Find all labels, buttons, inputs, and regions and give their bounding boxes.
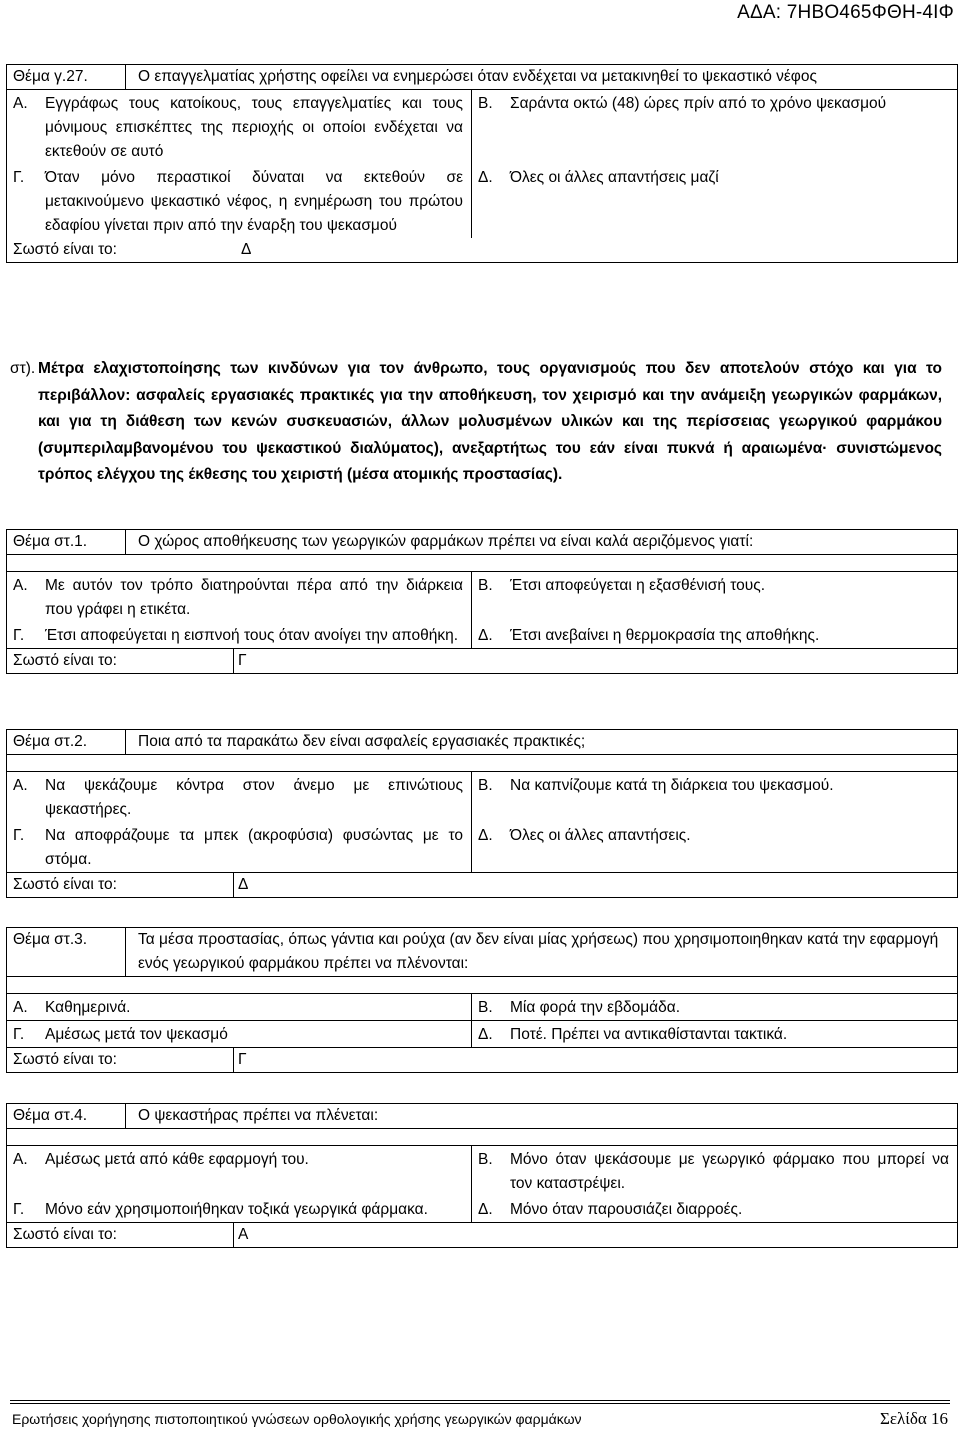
answer-value: Δ xyxy=(233,873,957,897)
question-number: Θέμα στ.4. xyxy=(13,1107,88,1124)
option-text: Έτσι αποφεύγεται η εξασθένισή τους. xyxy=(510,577,766,594)
option-text: Να ψεκάζουμε κόντρα στον άνεμο με επινώτιους ψεκαστήρες. xyxy=(45,777,463,818)
option-letter: Α. xyxy=(13,577,28,594)
answer-label: Σωστό είναι το: xyxy=(13,1226,117,1243)
section-label: στ). xyxy=(10,360,36,377)
question-header xyxy=(7,730,957,754)
question-text: Τα μέσα προστασίας, όπως γάντια και ρούχα (αν δεν είναι μίας χρήσεως) που χρησιμοποιηθηκαν κατά την εφαρμογή ενός γεωργικού φαρμάκου πρέπει να πλένονται: xyxy=(125,928,957,976)
page-number: Σελίδα 16 xyxy=(879,1409,948,1428)
question-text: Ποια από τα παρακάτω δεν είναι ασφαλείς εργασιακές πρακτικές; xyxy=(125,730,957,754)
footer-divider xyxy=(10,1400,950,1401)
question-header xyxy=(7,1104,957,1128)
option-text: Μόνο όταν παρουσιάζει διαρροές. xyxy=(510,1201,743,1218)
answer-label: Σωστό είναι το: xyxy=(13,876,117,893)
option-b xyxy=(478,1148,949,1196)
option-letter: Α. xyxy=(13,999,28,1016)
footer-title: Ερωτήσεις χορήγησης πιστοποιητικού γνώσεων ορθολογικής χρήσης γεωργικών φαρμάκων xyxy=(12,1411,582,1427)
option-text: Όλες οι άλλες απαντήσεις. xyxy=(510,827,691,844)
question-st4 xyxy=(6,1103,958,1248)
option-text: Ποτέ. Πρέπει να αντικαθίστανται τακτικά. xyxy=(510,1026,788,1043)
option-d xyxy=(478,1198,949,1222)
option-a xyxy=(13,574,463,622)
option-letter: Γ. xyxy=(13,169,25,186)
option-text: Έτσι ανεβαίνει η θερμοκρασία της αποθήκης. xyxy=(510,627,820,644)
option-letter: Γ. xyxy=(13,627,25,644)
question-st2 xyxy=(6,729,958,898)
ada-code: ΑΔΑ: 7ΗΒΟ465ΦΘΗ-4ΙΦ xyxy=(737,2,954,23)
option-b xyxy=(478,92,949,116)
option-b xyxy=(478,996,949,1020)
option-a xyxy=(13,92,463,164)
option-text: Να καπνίζουμε κατά τη διάρκεια του ψεκασμού. xyxy=(510,777,834,794)
option-letter: Γ. xyxy=(13,1201,25,1218)
option-d xyxy=(478,824,949,848)
option-g xyxy=(13,1023,463,1047)
section-paragraph xyxy=(10,356,942,489)
option-g xyxy=(13,824,463,872)
section-text: Μέτρα ελαχιστοποίησης των κινδύνων για τον άνθρωπο, τους οργανισμούς που δεν αποτελούν στόχο και για το περιβάλλον: ασφαλείς εργασιακές πρακτικές για την αποθήκευση, τον χειρισμό και την ανάμειξη γεωργικών φαρμάκων, και για τη διάθεση των κενών συσκευασιών, άλλων μολυσμένων υλικών και της περίσσειας γεωργικού φαρμάκου (συμπεριλαμβανομένου του ψεκαστικού διαλύματος), ανεξαρτήτως του εάν είναι πυκνά ή αραιωμένα· συνιστώμενος τρόπος ελέγχου της έκθεσης του χειριστή (μέσα ατομικής προστασίας). xyxy=(38,360,942,483)
option-letter: Δ. xyxy=(478,627,493,644)
question-number: Θέμα στ.3. xyxy=(13,931,88,948)
question-number: Θέμα γ.27. xyxy=(13,68,88,85)
page-footer xyxy=(12,1409,948,1429)
option-g xyxy=(13,1198,463,1222)
option-text: Έτσι αποφεύγεται η εισπνοή τους όταν ανοίγει την αποθήκη. xyxy=(45,627,459,644)
option-letter: Δ. xyxy=(478,169,493,186)
answer-value: Δ xyxy=(241,241,252,258)
question-text: Ο επαγγελματίας χρήστης οφείλει να ενημερώσει όταν ενδέχεται να μετακινηθεί το ψεκαστικό νέφος xyxy=(125,65,957,89)
option-letter: Γ. xyxy=(13,1026,25,1043)
answer-row xyxy=(7,238,957,262)
question-text: Ο χώρος αποθήκευσης των γεωργικών φαρμάκων πρέπει να είναι καλά αεριζόμενος γιατί: xyxy=(125,530,957,554)
option-a xyxy=(13,774,463,822)
option-text: Αμέσως μετά τον ψεκασμό xyxy=(45,1026,228,1043)
option-a xyxy=(13,996,463,1020)
option-text: Εγγράφως τους κατοίκους, τους επαγγελματίες και τους μόνιμους επισκέπτες της περιοχής οι οποίοι ενδέχεται να εκτεθούν σε αυτό xyxy=(45,95,463,160)
option-text: Όταν μόνο περαστικοί δύναται να εκτεθούν σε μετακινούμενο ψεκαστικό νέφος, η ενημέρωση του πρώτου εδαφίου γίνεται πριν από την έναρξη του ψεκασμού xyxy=(45,169,463,234)
option-letter: Γ. xyxy=(13,827,25,844)
option-g xyxy=(13,166,463,238)
option-text: Σαράντα οκτώ (48) ώρες πρίν από το χρόνο ψεκασμού xyxy=(510,95,887,112)
answer-value: Γ xyxy=(233,649,957,673)
answer-value: Α xyxy=(233,1223,957,1247)
question-header xyxy=(7,65,957,89)
option-letter: Β. xyxy=(478,777,493,794)
answer-row xyxy=(7,1223,957,1247)
question-g27 xyxy=(6,64,958,263)
footer-divider xyxy=(10,1403,950,1404)
question-st1 xyxy=(6,529,958,674)
answer-label: Σωστό είναι το: xyxy=(13,652,117,669)
option-d xyxy=(478,624,949,648)
option-letter: Α. xyxy=(13,777,28,794)
option-text: Μία φορά την εβδομάδα. xyxy=(510,999,681,1016)
option-letter: Β. xyxy=(478,95,493,112)
option-d xyxy=(478,166,949,190)
option-text: Μόνο εάν χρησιμοποιήθηκαν τοξικά γεωργικά φάρμακα. xyxy=(45,1201,428,1218)
option-text: Αμέσως μετά από κάθε εφαρμογή του. xyxy=(45,1151,309,1168)
answer-row xyxy=(7,873,957,897)
option-text: Όλες οι άλλες απαντήσεις μαζί xyxy=(510,169,719,186)
question-text: Ο ψεκαστήρας πρέπει να πλένεται: xyxy=(125,1104,957,1128)
question-st3 xyxy=(6,927,958,1073)
answer-value: Γ xyxy=(233,1048,957,1072)
answer-row xyxy=(7,649,957,673)
option-letter: Α. xyxy=(13,1151,28,1168)
option-b xyxy=(478,774,949,798)
question-header xyxy=(7,530,957,554)
answer-row xyxy=(7,1048,957,1072)
option-a xyxy=(13,1148,463,1172)
option-b xyxy=(478,574,949,598)
option-g xyxy=(13,624,463,648)
option-text: Με αυτόν τον τρόπο διατηρούνται πέρα από την διάρκεια που γράφει η ετικέτα. xyxy=(45,577,463,618)
option-letter: Β. xyxy=(478,999,493,1016)
answer-label: Σωστό είναι το: xyxy=(13,1051,117,1068)
option-letter: Δ. xyxy=(478,1026,493,1043)
question-header xyxy=(7,928,957,976)
answer-label: Σωστό είναι το: xyxy=(13,241,117,258)
option-text: Καθημερινά. xyxy=(45,999,131,1016)
option-letter: Δ. xyxy=(478,827,493,844)
option-letter: Β. xyxy=(478,1151,493,1168)
question-number: Θέμα στ.1. xyxy=(13,533,88,550)
option-d xyxy=(478,1023,949,1047)
option-letter: Δ. xyxy=(478,1201,493,1218)
option-text: Μόνο όταν ψεκάσουμε με γεωργικό φάρμακο που μπορεί να τον καταστρέψει. xyxy=(510,1151,949,1192)
question-number: Θέμα στ.2. xyxy=(13,733,88,750)
option-letter: Α. xyxy=(13,95,28,112)
option-text: Να αποφράζουμε τα μπεκ (ακροφύσια) φυσώντας με το στόμα. xyxy=(45,827,463,868)
option-letter: Β. xyxy=(478,577,493,594)
